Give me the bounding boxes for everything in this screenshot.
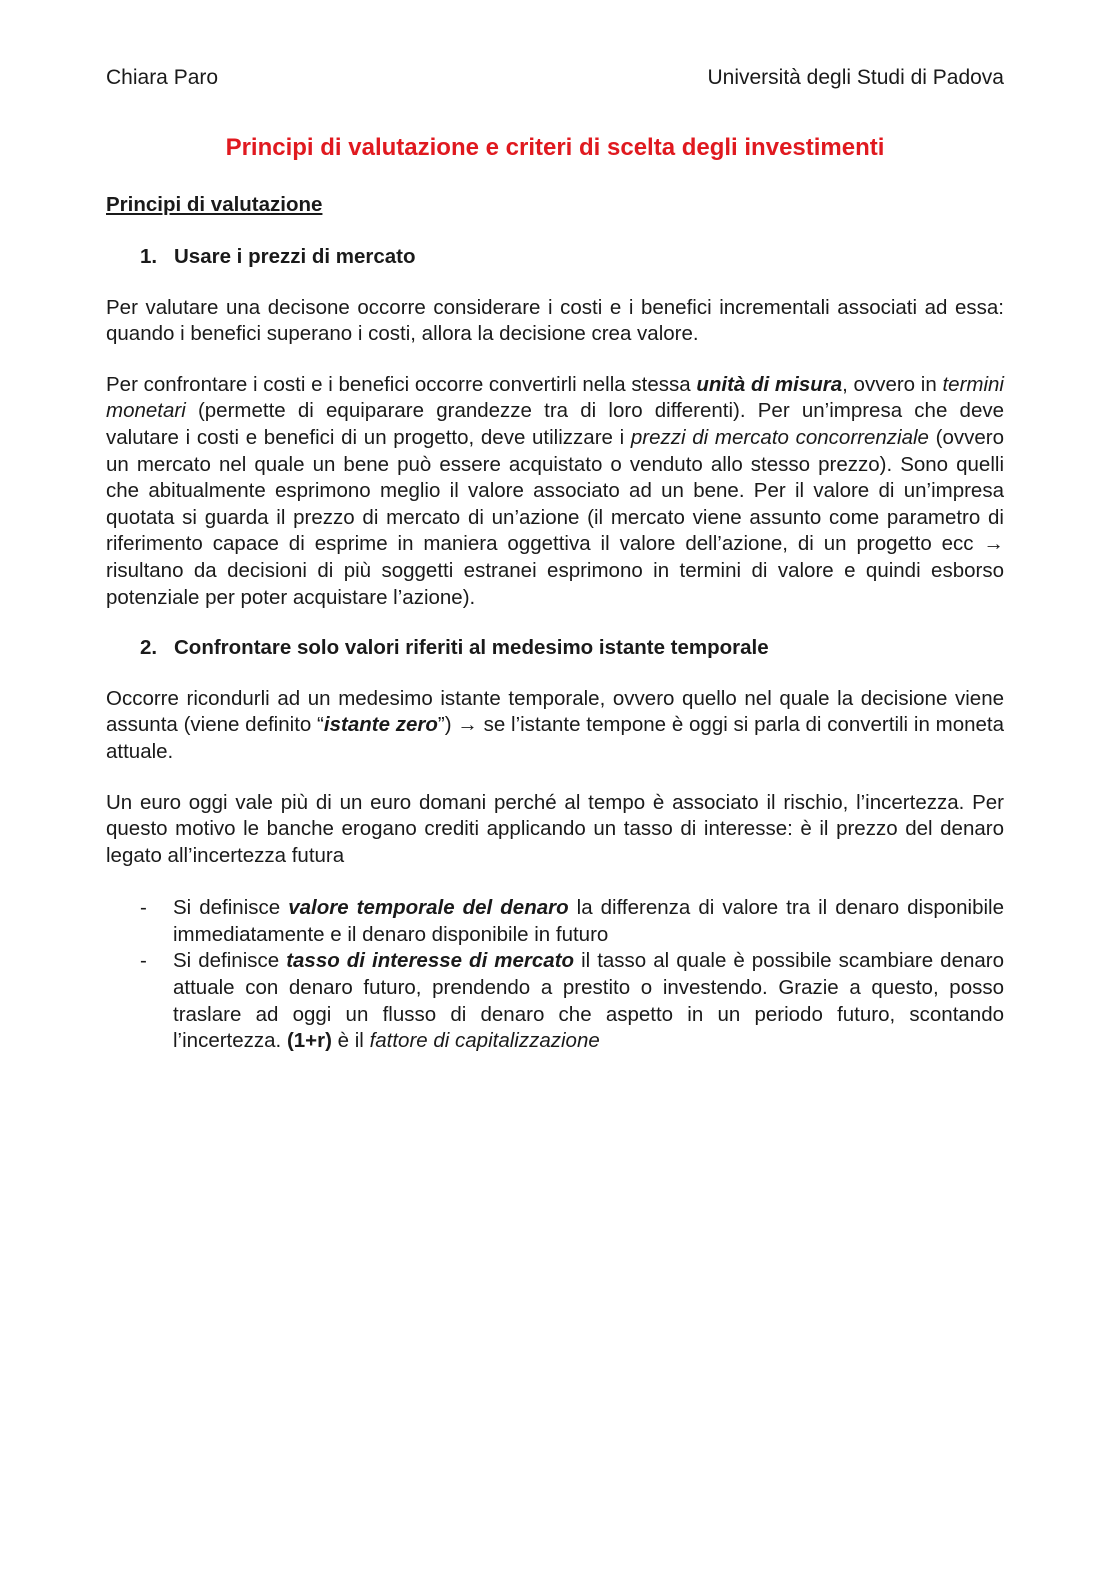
author-name: Chiara Paro <box>106 66 219 89</box>
paragraph-1: Per valutare una decisone occorre considerare i costi e i benefici incrementali associati ad essa: quando i benefici superano i costi, allora la decisione crea valore. <box>106 295 1004 346</box>
list-item <box>106 895 1004 948</box>
definition-list <box>106 895 1004 1055</box>
paragraph-2 <box>106 372 1004 611</box>
text-span: Per confrontare i costi e i benefici occorre convertirli nella stessa <box>106 372 697 396</box>
document-body <box>106 190 1004 1055</box>
paragraph-4: Un euro oggi vale più di un euro domani perché al tempo è associato il rischio, l’incertezza. Per questo motivo le banche erogano crediti applicando un tasso di interesse: è il prezzo del denaro legato all’incertezza futura <box>106 790 1004 867</box>
text-span: è il <box>331 1029 370 1053</box>
formula-term: (1+r) <box>286 1029 332 1053</box>
text-span: , ovvero in <box>842 372 943 396</box>
dash-bullet: - <box>140 896 147 920</box>
text-span: il tasso al quale è possibile scambiare denaro attuale con denaro futuro, prendendo a prestito o investendo. Grazie a questo, posso traslare ad oggi un flusso di denaro che aspetto in un periodo futuro, scontando l’incertezza. <box>173 949 1004 1053</box>
text-span: (permette di equiparare grandezze tra di loro differenti). Per un’impresa che deve valutare i costi e benefici di un progetto, deve utilizzare i <box>106 399 1004 449</box>
page-header <box>106 66 1004 96</box>
text-span: Occorre ricondurli ad un medesimo istante temporale, ovvero quello nel quale la decisione viene assunta (viene definito “ <box>106 686 1004 737</box>
emphasis-term: tasso di interesse di mercato <box>286 949 575 973</box>
emphasis-term: valore temporale del denaro <box>288 896 569 920</box>
university-name: Università degli Studi di Padova <box>707 66 1004 89</box>
text-span: Si definisce <box>173 949 287 973</box>
dash-bullet: - <box>140 949 147 973</box>
text-span: Si definisce <box>173 896 289 920</box>
point-heading-2 <box>140 635 1004 662</box>
point-number: 1. <box>140 245 158 268</box>
emphasis-term: istante zero <box>323 713 438 737</box>
emphasis-term: fattore di capitalizzazione <box>369 1029 600 1053</box>
point-number: 2. <box>140 636 158 660</box>
text-span: (ovvero un mercato nel quale un bene può essere acquistato o venduto allo stesso prezzo). Sono quelli che abitualmente esprimono meglio il valore associato ad un bene. Per il valore di un’impresa quotata si guarda il prezzo di mercato di un’azione (il mercato viene assunto come parametro di riferimento capace di esprime in maniera oggettiva il valore dell’azione, di un progetto ecc → risultano da decisioni di più soggetti estranei esprimono in termini di valore e quindi esborso potenziale per poter acquistare l’azione). <box>106 425 1004 609</box>
point-label: Usare i prezzi di mercato <box>174 245 416 268</box>
point-label: Confrontare solo valori riferiti al medesimo istante temporale <box>174 636 769 660</box>
paragraph-3 <box>106 686 1004 766</box>
emphasis-term: termini monetari <box>106 372 1004 423</box>
emphasis-term: unità di misura <box>696 372 843 396</box>
emphasis-term: prezzi di mercato concorrenziale <box>630 425 929 449</box>
section-heading: Principi di valutazione <box>106 193 323 216</box>
text-span: ”) → se l’istante tempone è oggi si parla di convertili in moneta attuale. <box>106 713 1004 763</box>
text-span: la differenza di valore tra il denaro disponibile immediatamente e il denaro disponibile in futuro <box>173 896 1005 946</box>
list-item <box>106 948 1004 1054</box>
point-heading-1 <box>140 244 1004 271</box>
document-title: Principi di valutazione e criteri di scelta degli investimenti <box>225 134 885 161</box>
